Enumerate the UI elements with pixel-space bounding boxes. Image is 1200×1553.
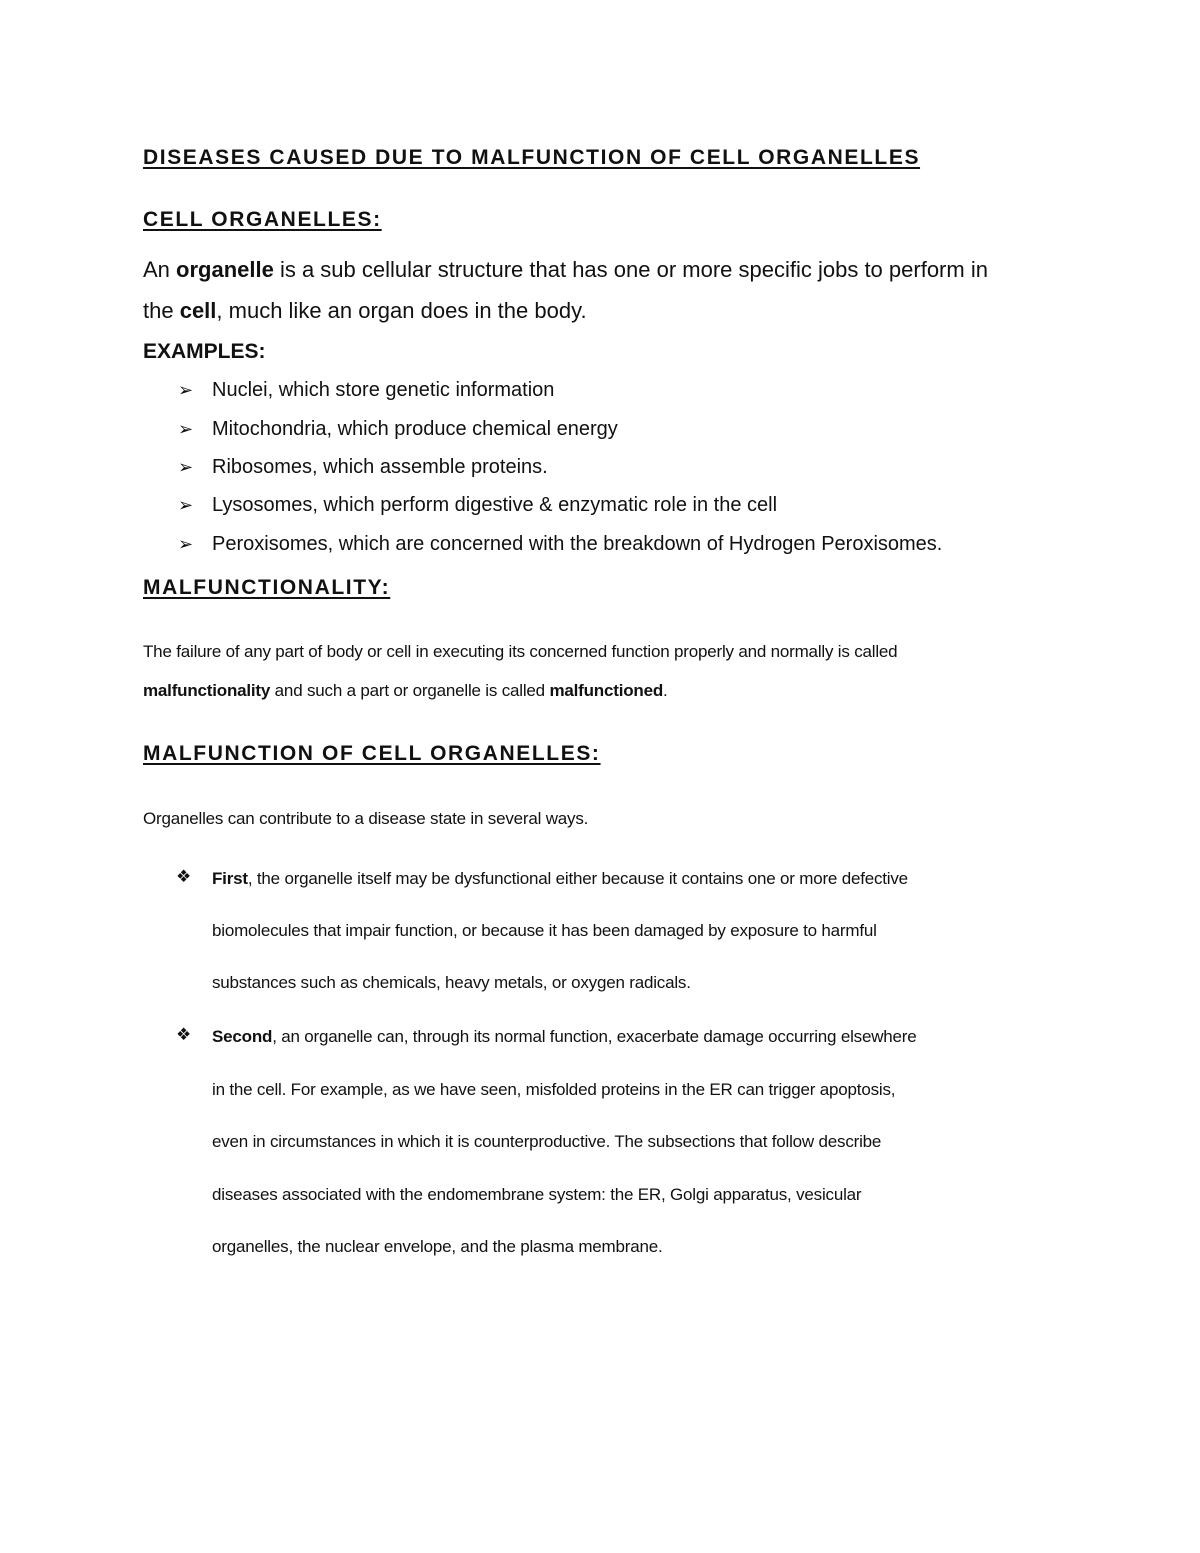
list-item bbox=[178, 456, 548, 479]
point2-line-5: organelles, the nuclear envelope, and the plasma membrane. bbox=[212, 1237, 663, 1256]
term-second: Second bbox=[212, 1027, 273, 1046]
term-malfunctioned: malfunctioned bbox=[549, 681, 664, 700]
diamond-bullet-icon: ❖ bbox=[176, 1025, 192, 1044]
malfunctionality-line-1: The failure of any part of body or cell in executing its concerned function properly and normally is called bbox=[143, 642, 898, 661]
point1-line-1 bbox=[212, 869, 908, 889]
list-item bbox=[178, 533, 942, 556]
heading-malfunctionality: MALFUNCTIONALITY: bbox=[143, 576, 391, 599]
term-cell: cell bbox=[179, 298, 217, 323]
text-run: and such a part or organelle is called bbox=[270, 681, 550, 700]
term-first: First bbox=[212, 869, 248, 888]
point1-line-2: biomolecules that impair function, or because it has been damaged by exposure to harmful bbox=[212, 921, 877, 940]
text-run: , the organelle itself may be dysfunctional either because it contains one or more defective bbox=[247, 869, 908, 888]
arrow-bullet-icon: ➢ bbox=[178, 534, 194, 554]
point2-line-1 bbox=[212, 1027, 917, 1047]
term-organelle: organelle bbox=[176, 257, 274, 282]
point2-line-4: diseases associated with the endomembrane system: the ER, Golgi apparatus, vesicular bbox=[212, 1185, 862, 1204]
document-title: DISEASES CAUSED DUE TO MALFUNCTION OF CELL ORGANELLES bbox=[143, 146, 921, 169]
heading-cell-organelles: CELL ORGANELLES: bbox=[143, 208, 382, 231]
list-item bbox=[178, 418, 618, 441]
diamond-bullet-icon: ❖ bbox=[176, 867, 192, 886]
arrow-bullet-icon: ➢ bbox=[178, 495, 194, 515]
term-malfunctionality: malfunctionality bbox=[143, 681, 271, 700]
text-run: , much like an organ does in the body. bbox=[216, 298, 587, 323]
list-item-text: Nuclei, which store genetic information bbox=[212, 379, 555, 401]
definition-line-2 bbox=[143, 300, 587, 322]
definition-line-1 bbox=[143, 259, 988, 281]
examples-heading: EXAMPLES: bbox=[143, 340, 266, 363]
text-run: . bbox=[663, 681, 668, 700]
malfunction-intro: Organelles can contribute to a disease state in several ways. bbox=[143, 809, 589, 828]
arrow-bullet-icon: ➢ bbox=[178, 419, 194, 439]
point2-line-3: even in circumstances in which it is counterproductive. The subsections that follow describe bbox=[212, 1132, 882, 1151]
list-item-text: Ribosomes, which assemble proteins. bbox=[212, 456, 548, 478]
point1-line-3: substances such as chemicals, heavy metals, or oxygen radicals. bbox=[212, 973, 691, 992]
list-item-text: Peroxisomes, which are concerned with the breakdown of Hydrogen Peroxisomes. bbox=[212, 533, 943, 555]
list-item-text: Lysosomes, which perform digestive & enzymatic role in the cell bbox=[212, 494, 778, 516]
malfunctionality-line-2 bbox=[143, 681, 668, 701]
list-item bbox=[178, 494, 777, 517]
list-item bbox=[178, 379, 554, 402]
list-item-text: Mitochondria, which produce chemical energy bbox=[212, 418, 618, 440]
point2-line-2: in the cell. For example, as we have seen, misfolded proteins in the ER can trigger apoptosis, bbox=[212, 1080, 896, 1099]
text-run: An bbox=[143, 257, 177, 282]
text-run: the bbox=[143, 298, 180, 323]
arrow-bullet-icon: ➢ bbox=[178, 457, 194, 477]
text-run: , an organelle can, through its normal function, exacerbate damage occurring elsewhere bbox=[272, 1027, 917, 1046]
text-run: is a sub cellular structure that has one or more specific jobs to perform in bbox=[273, 257, 988, 282]
arrow-bullet-icon: ➢ bbox=[178, 380, 194, 400]
heading-malfunction-of-cell-organelles: MALFUNCTION OF CELL ORGANELLES: bbox=[143, 742, 601, 765]
